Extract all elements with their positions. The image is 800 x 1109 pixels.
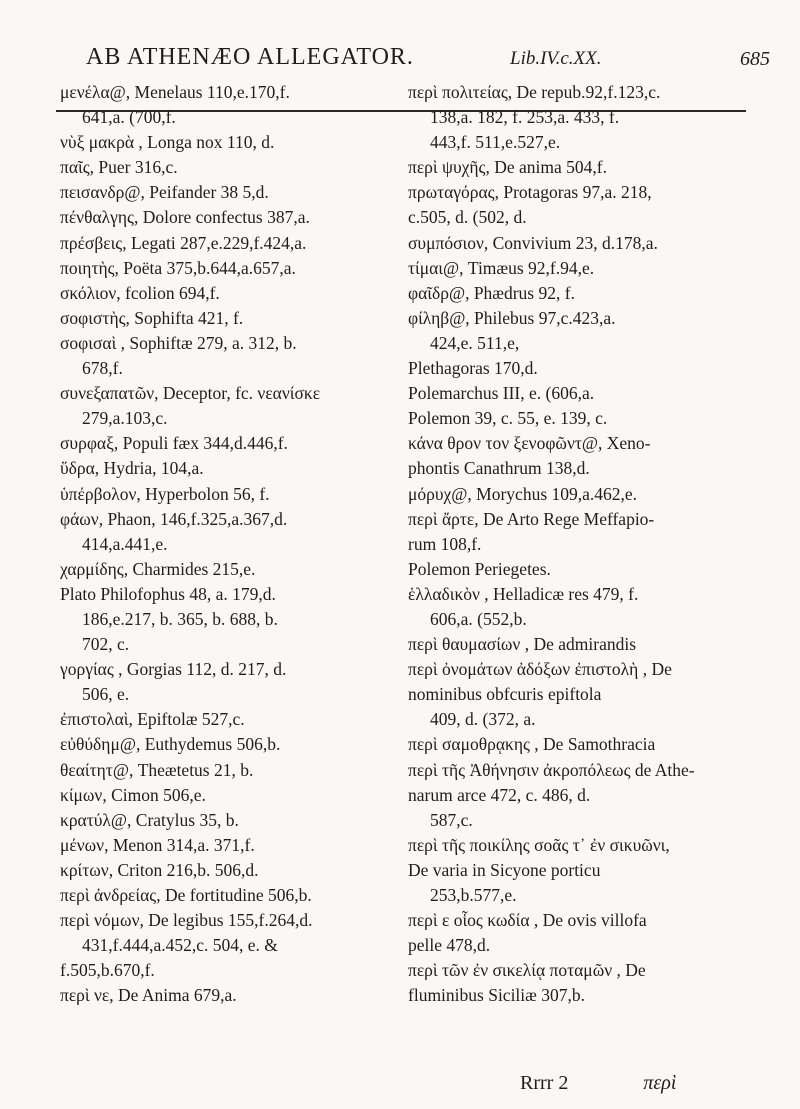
index-entry-line: μένων, Menon 314,a. 371,f. [60, 834, 255, 855]
index-entry-line: περὶ νόμων, De legibus 155,f.264,d. [60, 910, 313, 931]
index-entry-line: φίληβ@, Philebus 97,c.423,a. [408, 307, 616, 328]
index-entry-line: σοφιστὴς, Sophifta 421, f. [60, 307, 244, 328]
index-entry-line: σκόλιον, fcolion 694,f. [60, 282, 220, 303]
index-entry-line: f.505,b.670,f. [60, 960, 155, 981]
index-entry-line: γοργίας , Gorgias 112, d. 217, d. [60, 659, 287, 680]
index-entry-line: περὶ ἀνδρείας, De fortitudine 506,b. [60, 885, 312, 905]
index-entry-line: φαῖδρ@, Phædrus 92, f. [408, 282, 575, 303]
index-entry-line: 431,f.444,a.452,c. 504, e. & [82, 935, 278, 956]
index-entry-line: ὕδρα, Hydria, 104,a. [60, 458, 204, 479]
index-entry-line: 279,a.103,c. [82, 408, 168, 429]
index-entry-line: χαρμίδης, Charmides 215,e. [60, 558, 256, 579]
index-entry-line: περὶ τῆς Ἀθήνησιν ἀκροπόλεως de Athe- [408, 759, 695, 780]
index-entry-line: πρέσβεις, Legati 287,e.229,f.424,a. [60, 232, 307, 253]
index-entry-line: De varia in Sicyone porticu [408, 859, 601, 880]
index-entry-line: ἑλλαδικὸν , Helladicæ res 479, f. [408, 583, 639, 604]
catchword: περὶ [643, 1072, 677, 1094]
signature-mark: Rrrr 2 [520, 1072, 569, 1094]
index-entry-line: μόρυχ@, Morychus 109,a.462,e. [408, 483, 638, 504]
running-header [0, 40, 800, 76]
index-entry-line: κρατύλ@, Cratylus 35, b. [60, 809, 239, 830]
header-reference: Lib.IV.c.XX. [510, 48, 602, 69]
index-entry-line: 253,b.577,e. [430, 885, 517, 905]
index-entry-line: narum arce 472, c. 486, d. [408, 784, 591, 805]
index-entry-line: περὶ σαμοθρᾳκης , De Samothracia [408, 734, 656, 755]
index-entry-line: θεαίτητ@, Theætetus 21, b. [60, 759, 254, 780]
index-entry-line: 414,a.441,e. [82, 533, 168, 554]
index-entry-line: 409, d. (372, a. [430, 709, 536, 730]
index-entry-line: fluminibus Siciliæ 307,b. [408, 985, 585, 1006]
index-entry-line: περὶ ἄρτε, De Arto Rege Meffapio- [408, 508, 655, 529]
index-entry-line: πεισανδρ@, Peifander 38 5,d. [60, 182, 269, 203]
index-entry-line: συρφαξ, Populi fæx 344,d.446,f. [60, 433, 288, 454]
index-entry-line: περὶ ψυχῆς, De anima 504,f. [408, 157, 607, 178]
index-entry-line: Plato Philofophus 48, a. 179,d. [60, 583, 276, 604]
index-entry-line: ὑπέρβολον, Hyperbolon 56, f. [60, 483, 270, 504]
index-entry-line: Polemon 39, c. 55, e. 139, c. [408, 408, 608, 429]
index-entry-line: 424,e. 511,e, [430, 332, 520, 353]
index-entry-line: Plethagoras 170,d. [408, 358, 538, 379]
index-entry-line: Polemon Periegetes. [408, 558, 551, 579]
index-entry-line: 443,f. 511,e.527,e. [430, 132, 561, 153]
index-entry-line: 641,a. (700,f. [82, 107, 176, 128]
index-entry-line: ἐπιστολαὶ, Epiftolæ 527,c. [60, 709, 245, 730]
index-entry-line: πρωταγόρας, Protagoras 97,a. 218, [408, 182, 652, 203]
index-entry-line: 702, c. [82, 634, 130, 655]
index-entry-line: 678,f. [82, 358, 123, 379]
index-entry-line: παῖς, Puer 316,c. [60, 157, 178, 178]
index-entry-line: 138,a. 182, f. 253,a. 433, f. [430, 107, 620, 128]
index-entry-line: ποιητὴς, Poëta 375,b.644,a.657,a. [60, 257, 296, 278]
index-entry-line: πένθαλγης, Dolore confectus 387,a. [60, 207, 310, 228]
index-entry-line: c.505, d. (502, d. [408, 207, 527, 228]
index-entry-line: μενέλα@, Menelaus 110,e.170,f. [60, 82, 290, 102]
index-entry-line: 587,c. [430, 809, 473, 830]
index-entry-line: περὶ ε οἷος κωδία , De ovis villofa [408, 910, 647, 931]
index-entry-line: περὶ τῆς ποικίλης σοᾶς τ᾽ ἐν σικυῶνι, [408, 834, 670, 855]
index-entry-line: pelle 478,d. [408, 935, 491, 956]
index-entry-line: περὶ τῶν ἐν σικελίᾳ ποταμῶν , De [408, 960, 646, 981]
index-entry-line: περὶ θαυμασίων , De admirandis [408, 634, 637, 655]
index-entry-line: 186,e.217, b. 365, b. 688, b. [82, 608, 278, 629]
page-number: 685 [740, 48, 770, 70]
index-entry-line: συμπόσιον, Convivium 23, d.178,a. [408, 232, 658, 253]
header-title: AB ATHENÆO ALLEGATOR. [86, 44, 414, 70]
index-entry-line: τίμαι@, Timæus 92,f.94,e. [408, 257, 595, 278]
right-column [408, 80, 758, 1008]
index-entry-line: phontis Canathrum 138,d. [408, 458, 590, 479]
index-entry-line: περὶ νε, De Anima 679,a. [60, 985, 237, 1006]
index-entry-line: 506, e. [82, 684, 130, 705]
index-entry-line: κίμων, Cimon 506,e. [60, 784, 206, 805]
index-entry-line: κάνα θρον τον ξενοφῶντ@, Xeno- [408, 433, 651, 454]
index-entry-line: νὺξ μακρὰ , Longa nox 110, d. [60, 132, 275, 153]
page-footer [520, 1072, 676, 1095]
index-entry-line: φάων, Phaon, 146,f.325,a.367,d. [60, 508, 288, 529]
index-entry-line: περὶ ὀνομάτων ἀδόξων ἐπιστολὴ , De [408, 659, 672, 680]
index-entry-line: rum 108,f. [408, 533, 482, 554]
index-entry-line: συνεξαπατῶν, Deceptor, fc. νεανίσκε [60, 383, 321, 404]
index-entry-line: σοφισαὶ , Sophiftæ 279, a. 312, b. [60, 332, 297, 353]
index-entry-line: περὶ πολιτείας, De repub.92,f.123,c. [408, 82, 661, 102]
index-entry-line: Polemarchus III, e. (606,a. [408, 383, 595, 404]
index-entry-line: nominibus obfcuris epiftola [408, 684, 602, 705]
index-entry-line: εὐθύδημ@, Euthydemus 506,b. [60, 734, 281, 755]
left-column [60, 80, 415, 1008]
index-entry-line: κρίτων, Criton 216,b. 506,d. [60, 859, 259, 880]
index-entry-line: 606,a. (552,b. [430, 608, 527, 629]
